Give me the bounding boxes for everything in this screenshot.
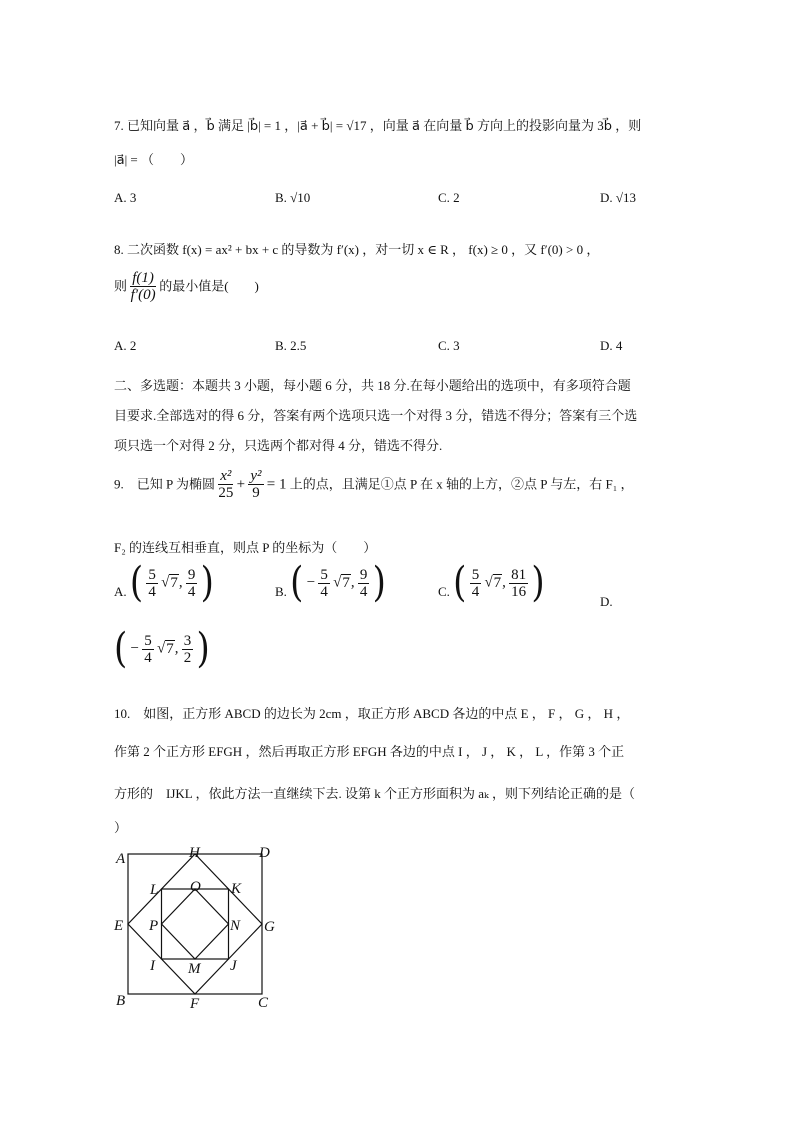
- q9-option-a-xden: 4: [148, 583, 156, 600]
- q9-eq-rhs: = 1: [266, 476, 287, 493]
- label-A: A: [116, 851, 126, 867]
- q9-option-c-yden: 16: [511, 583, 527, 600]
- q9-option-a-xrad: 7: [170, 574, 178, 591]
- q9-option-a-ynum: 9: [187, 566, 196, 583]
- q9-option-c-ynum: 81: [511, 566, 527, 583]
- label-D: D: [259, 845, 270, 861]
- q9-option-b-yden: 4: [359, 583, 368, 600]
- q7-line1: 7. 已知向量 a⃗ ，b⃗ 满足 |b⃗| = 1 ，|a⃗ + b⃗| = √17 ，向量 a⃗ 在向量 b⃗ 方向上的投影向量为 3b⃗ ，则: [114, 118, 642, 133]
- q9-eq-num2: y²: [250, 468, 262, 484]
- label-J: J: [230, 958, 237, 974]
- q9-option-c-xden: 4: [471, 583, 480, 600]
- label-N: N: [230, 918, 241, 934]
- q10-line3: 方形的 IJKL ，依此方法一直继续下去. 设第 k 个正方形面积为 aₖ ，则下列结论正确的是（: [114, 786, 635, 801]
- q9-option-b-xrad: 7: [342, 574, 350, 591]
- q8-option-d: D. 4: [600, 338, 623, 353]
- q7-option-a: A. 3: [114, 190, 137, 205]
- q9-option-c-lparen: (: [453, 559, 467, 607]
- q9-option-d-yden: 2: [183, 649, 192, 666]
- q7-option-b: B. √10: [275, 190, 311, 205]
- label-G: G: [264, 919, 275, 935]
- q8-line1: 8. 二次函数 f(x) = ax² + bx + c 的导数为 f′(x) ，对一切 x ∈ R ， f(x) ≥ 0 ，又 f′(0) > 0 ，: [114, 242, 600, 257]
- label-I: I: [150, 958, 155, 974]
- q9-option-b-sign: −: [306, 574, 316, 591]
- q8-option-a: A. 2: [114, 338, 137, 353]
- q9-option-c-xrad: 7: [493, 574, 502, 591]
- label-C: C: [258, 995, 269, 1011]
- q9-eq-plus: +: [236, 476, 246, 493]
- section2-line3: 项只选一个对得 2 分，只选两个都对得 4 分，错选不得分.: [114, 438, 443, 453]
- q9-option-d-xrad: 7: [166, 640, 174, 657]
- q9-option-a-xnum: 5: [148, 566, 156, 583]
- q9-option-b-xnum: 5: [320, 566, 328, 583]
- q9-option-d-xnum: 5: [144, 632, 152, 649]
- q9-option-a-rparen: ): [200, 559, 214, 607]
- q7-option-d: D. √13: [600, 190, 637, 205]
- q9-label: 9. 已知 P 为椭圆: [114, 476, 215, 492]
- label-K: K: [231, 881, 242, 897]
- q8-line2: [114, 270, 259, 303]
- q10-line2: 作第 2 个正方形 EFGH ，然后再取正方形 EFGH 各边的中点 I ， J ， K ， L ，作第 3 个正: [114, 744, 625, 759]
- q8-suffix: 的最小值是( ): [159, 278, 259, 294]
- q9-option-d-lparen: (: [114, 625, 128, 673]
- q9-option-a-yden: 4: [187, 583, 196, 600]
- q9-eq-den2: 9: [252, 485, 260, 501]
- label-B: B: [116, 993, 126, 1009]
- label-O: O: [190, 879, 201, 895]
- q10-line4: ）: [114, 820, 128, 835]
- q9-option-b-ynum: 9: [359, 566, 368, 583]
- q7-option-c: C. 2: [438, 190, 460, 205]
- q8-prefix: 则: [114, 278, 128, 294]
- q9-option-d-label: D.: [600, 594, 613, 609]
- q9-option-d-sign: −: [130, 640, 139, 657]
- label-F: F: [190, 996, 200, 1012]
- section2-line1: 二、多选题：本题共 3 小题，每小题 6 分，共 18 分.在每小题给出的选项中，有多项符合题: [114, 378, 631, 393]
- q9-eq-frac2: [248, 468, 263, 501]
- q9-option-c-rparen: ): [531, 559, 545, 607]
- q8-frac-num: f(1): [132, 270, 154, 286]
- label-P: P: [149, 918, 159, 934]
- q9-option-b-xden: 4: [320, 583, 328, 600]
- q9-option-d-xden: 4: [144, 649, 152, 666]
- q9-eq-num1: x²: [220, 468, 232, 484]
- q9-option-c-label: C.: [438, 584, 450, 599]
- q8-fraction: [130, 270, 156, 303]
- q9-option-a: A. ( $\frac{5}{4}$ √7, $\frac{9}{4}$ ): [114, 559, 214, 607]
- label-E: E: [114, 918, 124, 934]
- q9-option-b-lparen: (: [290, 559, 304, 607]
- q9-option-d-rparen: ): [196, 625, 210, 673]
- q9-line2: F₂ 的连线互相垂直，则点 P 的坐标为（ ）: [114, 540, 377, 555]
- q9-after: 上的点，且满足①点 P 在 x 轴的上方，②点 P 与左，右 F₁ ，: [289, 476, 634, 492]
- q8-option-b: B. 2.5: [275, 338, 307, 353]
- section2-line2: 目要求.全部选对的得 6 分，答案有两个选项只选一个对得 3 分，错选不得分；答案有三个选: [114, 408, 638, 423]
- q9-line1: [114, 468, 634, 501]
- q9-option-c-xnum: 5: [471, 566, 480, 583]
- q9-option-a-label: A.: [114, 584, 127, 599]
- q7-line2: |a⃗| = （ ）: [114, 152, 194, 167]
- q9-option-d-ynum: 3: [183, 632, 192, 649]
- q9-option-b-rparen: ): [372, 559, 386, 607]
- q9-eq-frac1: [218, 468, 233, 501]
- square-mnop: [162, 889, 229, 959]
- q9-option-c: C. ( $\frac{5}{4}$ √7, $\frac{81}{16}$ ): [438, 559, 545, 607]
- q9-eq-den1: 25: [218, 485, 234, 501]
- q10-line1: 10. 如图，正方形 ABCD 的边长为 2cm ，取正方形 ABCD 各边的中点 E ， F ， G ， H ，: [114, 706, 630, 721]
- q8-frac-den: f′(0): [130, 287, 156, 303]
- q9-option-d: ( − $\frac{5}{4}$ √7, $\frac{3}{2}$ ): [114, 625, 210, 673]
- q9-option-a-lparen: (: [129, 559, 144, 607]
- label-L: L: [150, 882, 159, 898]
- label-M: M: [188, 961, 201, 977]
- nested-squares-figure: [110, 842, 290, 1012]
- square-ijkl: [162, 889, 229, 959]
- q9-option-b: B. ( − $\frac{5}{4}$ √7, $\frac{9}{4}$ ): [275, 559, 386, 607]
- label-H: H: [189, 845, 200, 861]
- q9-option-b-label: B.: [275, 584, 287, 599]
- q8-option-c: C. 3: [438, 338, 460, 353]
